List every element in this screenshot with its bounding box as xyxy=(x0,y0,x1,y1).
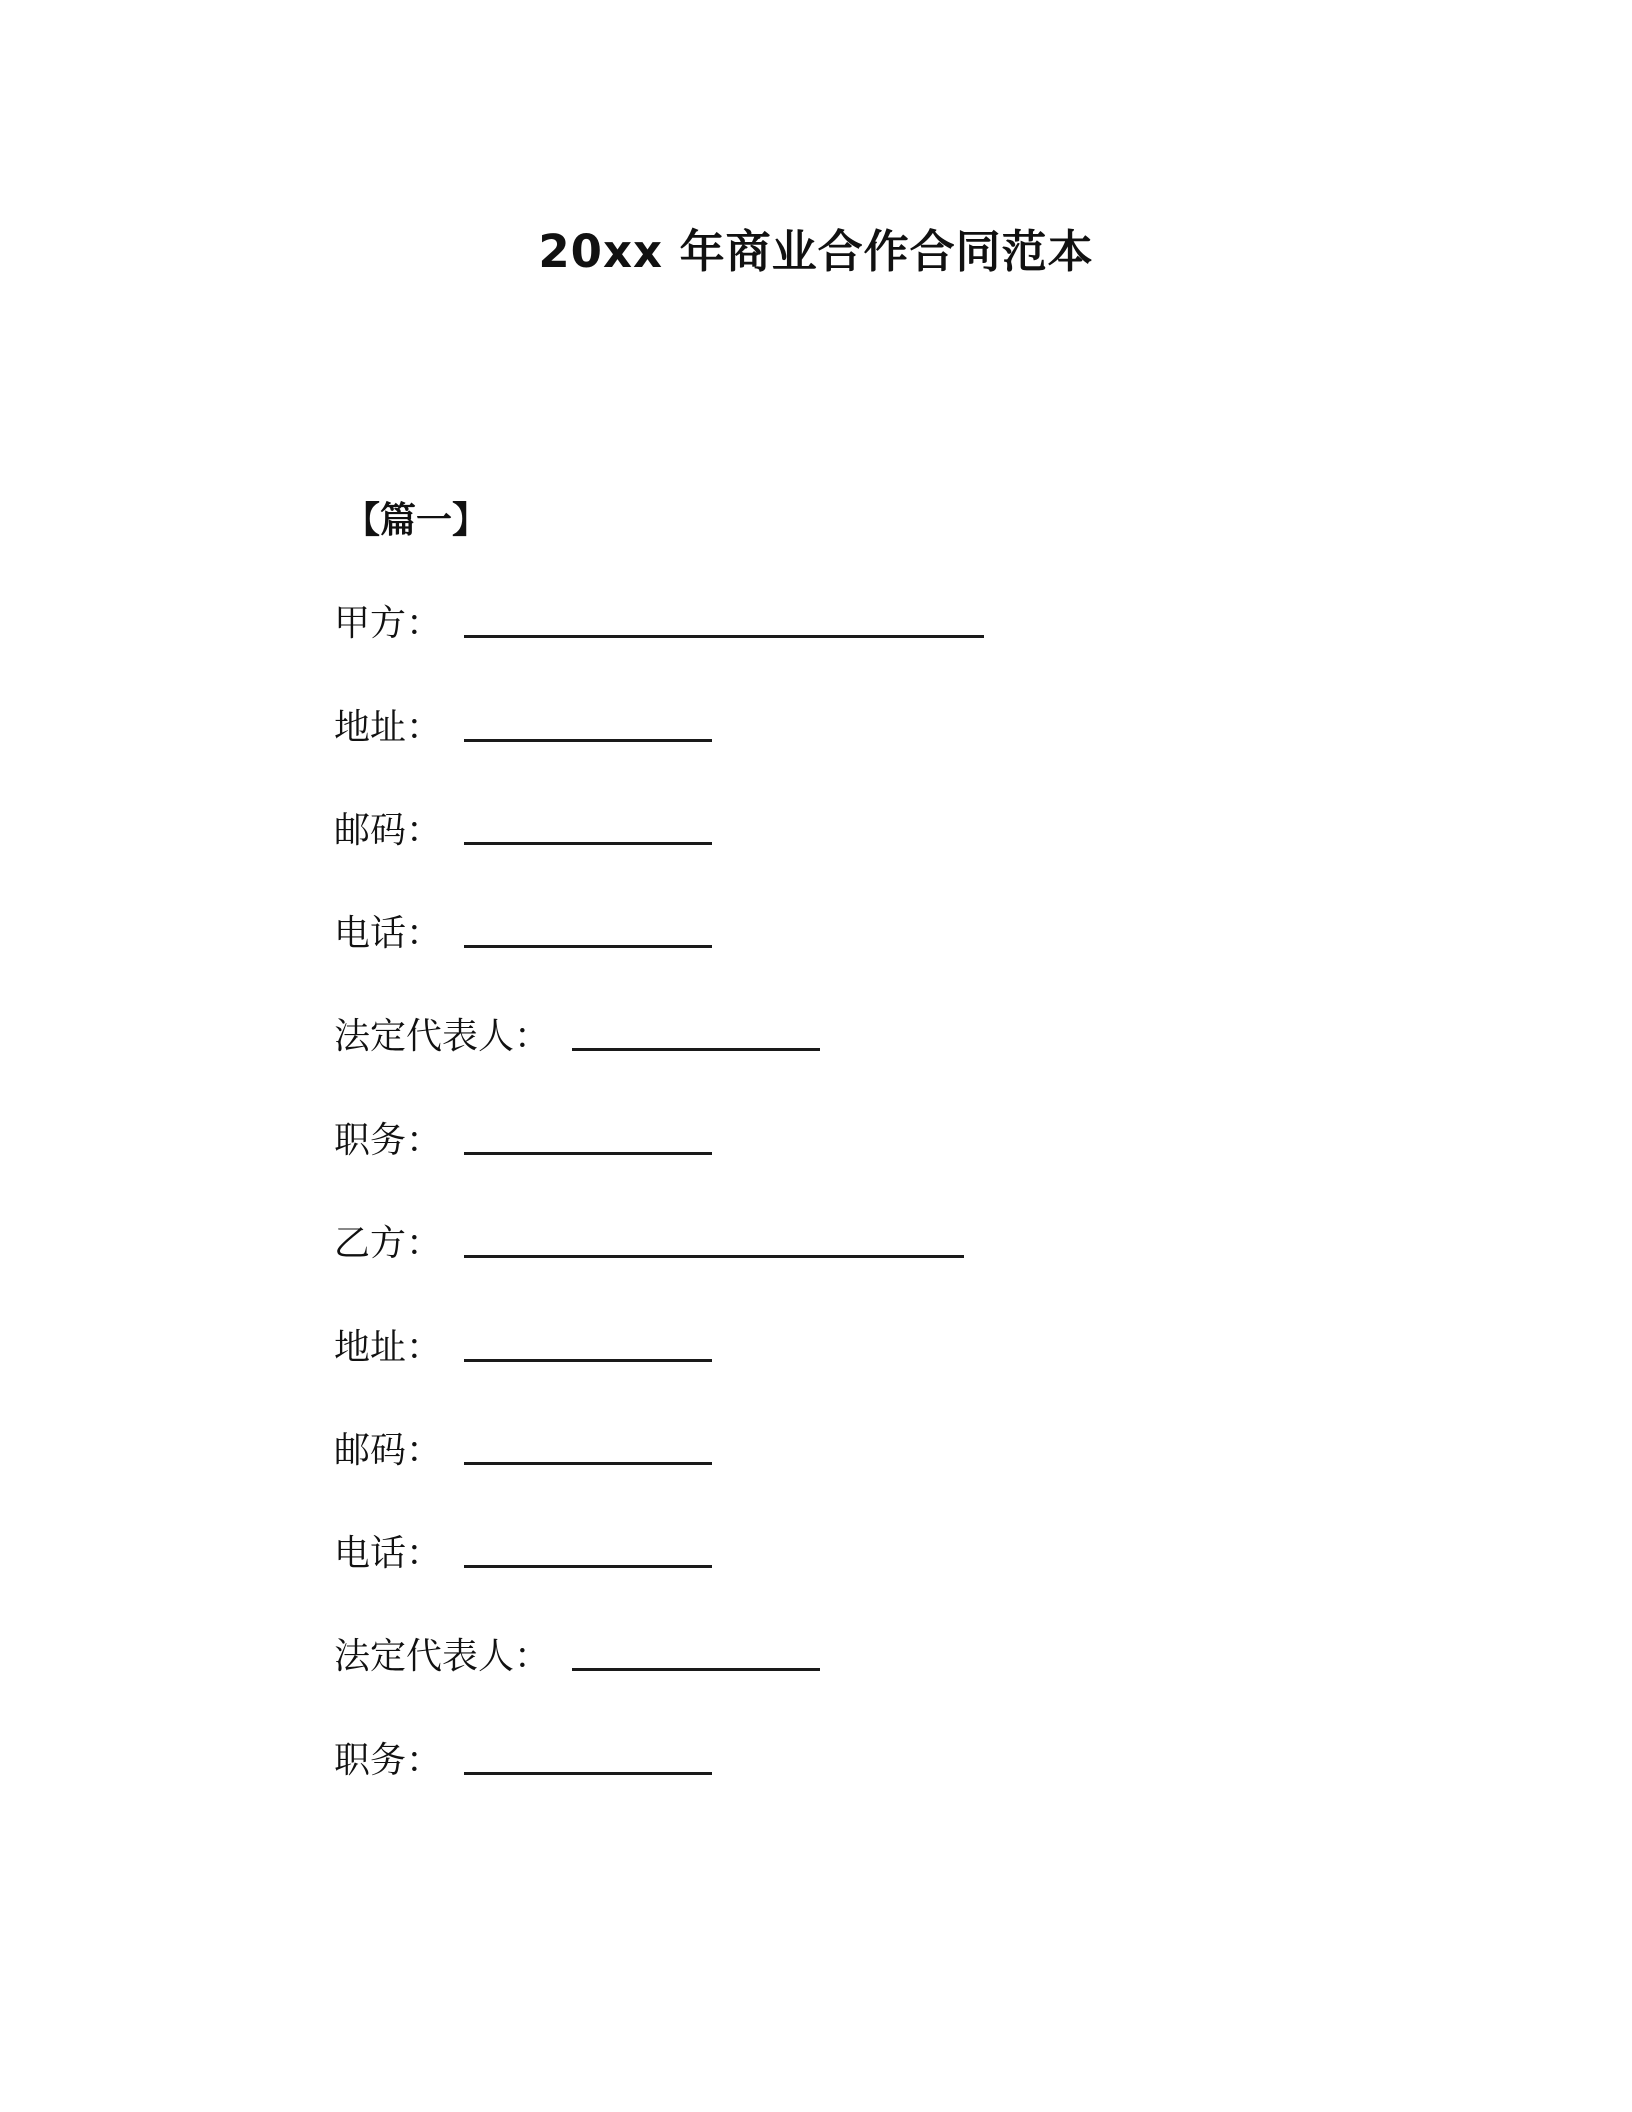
party-a-legal-rep-field xyxy=(334,1009,820,1061)
party-a-legal-rep-blank-line xyxy=(572,1014,820,1051)
party-b-postcode-label: 邮码： xyxy=(334,1430,443,1471)
party-b-address-blank-line xyxy=(464,1325,712,1362)
party-a-phone-field xyxy=(334,906,712,958)
party-b-postcode-blank-line xyxy=(464,1428,712,1465)
party-b-address-field xyxy=(334,1320,712,1372)
party-b-phone-field xyxy=(334,1526,712,1578)
party-a-postcode-blank-line xyxy=(464,808,712,845)
party-b-position-field xyxy=(334,1733,712,1785)
party-b-position-blank-line xyxy=(464,1738,712,1775)
party-b-field xyxy=(334,1216,964,1268)
party-b-address-label: 地址： xyxy=(334,1327,443,1368)
section-heading: 【篇一】 xyxy=(344,500,489,541)
party-a-label: 甲方： xyxy=(334,603,443,644)
party-b-postcode-field xyxy=(334,1423,712,1475)
party-b-label: 乙方： xyxy=(334,1223,443,1264)
party-b-phone-label: 电话： xyxy=(334,1533,443,1574)
party-a-blank-line xyxy=(464,601,984,638)
party-b-legal-rep-blank-line xyxy=(572,1634,820,1671)
document-title: 20xx 年商业合作合同范本 xyxy=(538,225,1094,278)
party-a-position-blank-line xyxy=(464,1118,712,1155)
party-a-address-label: 地址： xyxy=(334,707,443,748)
party-a-legal-rep-label: 法定代表人： xyxy=(334,1016,551,1057)
party-a-field xyxy=(334,596,984,648)
party-b-legal-rep-label: 法定代表人： xyxy=(334,1636,551,1677)
party-a-phone-blank-line xyxy=(464,911,712,948)
party-a-position-field xyxy=(334,1113,712,1165)
party-a-phone-label: 电话： xyxy=(334,913,443,954)
party-a-postcode-label: 邮码： xyxy=(334,810,443,851)
party-a-address-field xyxy=(334,700,712,752)
party-b-legal-rep-field xyxy=(334,1629,820,1681)
party-b-phone-blank-line xyxy=(464,1531,712,1568)
party-a-postcode-field xyxy=(334,803,712,855)
party-b-position-label: 职务： xyxy=(334,1740,443,1781)
party-a-position-label: 职务： xyxy=(334,1120,443,1161)
party-b-blank-line xyxy=(464,1221,964,1258)
party-a-address-blank-line xyxy=(464,705,712,742)
